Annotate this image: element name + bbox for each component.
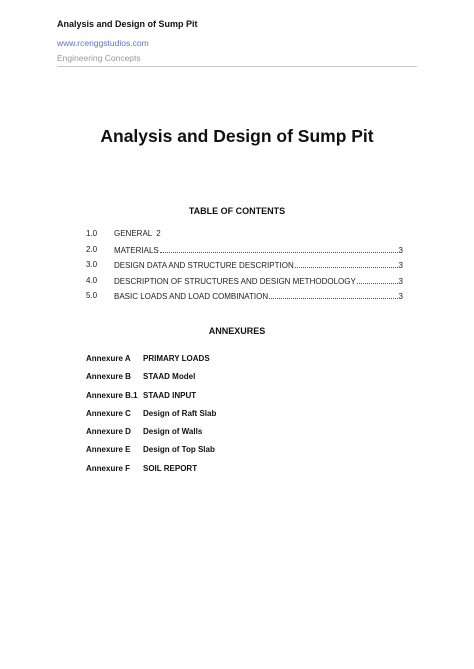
header-doc-title: Analysis and Design of Sump Pit — [57, 19, 198, 29]
annexure-label: Annexure E — [86, 445, 131, 455]
toc-leader-dots — [295, 260, 398, 268]
annexure-e — [86, 445, 336, 463]
toc-entry-title: GENERAL — [114, 229, 153, 238]
toc-entry-title: DESCRIPTION OF STRUCTURES AND DESIGN METHODOLOGY — [114, 276, 356, 286]
company-name: Engineering Concepts — [57, 53, 141, 63]
toc-leader-dots — [357, 276, 398, 284]
toc-entry-page: 3 — [398, 292, 403, 301]
annexure-label: Annexure B.1 — [86, 390, 138, 400]
toc-entry-page: 3 — [398, 276, 403, 286]
toc-entry-number: 4.0 — [86, 275, 98, 285]
annexure-title: Design of Walls — [143, 427, 203, 437]
toc-heading: TABLE OF CONTENTS — [188, 206, 286, 216]
annexure-label: Annexure B — [86, 372, 131, 382]
toc-entry-description[interactable] — [86, 276, 403, 292]
annexure-label: Annexure C — [86, 408, 131, 418]
toc-entry-title: DESIGN DATA AND STRUCTURE DESCRIPTION — [114, 261, 294, 270]
annexure-b1 — [86, 391, 336, 409]
annexures-heading: ANNEXURES — [208, 326, 266, 336]
annexure-title: STAAD INPUT — [143, 390, 197, 400]
toc-entry-page: 3 — [398, 261, 403, 270]
toc-entry-title: MATERIALS — [114, 245, 159, 255]
annexures-list — [86, 354, 336, 482]
annexure-label: Annexure F — [86, 463, 131, 473]
toc-entry-number: 5.0 — [86, 291, 98, 300]
toc-entry-number: 1.0 — [86, 229, 98, 238]
toc-leader-dots — [269, 291, 397, 299]
annexure-a — [86, 354, 336, 372]
toc-entry-title: BASIC LOADS AND LOAD COMBINATION — [114, 292, 269, 301]
website-link[interactable]: www.rcenggstudios.com — [57, 38, 149, 48]
toc-entry-number: 3.0 — [86, 260, 98, 269]
toc-leader-dots — [160, 245, 398, 253]
annexure-label: Annexure D — [86, 427, 131, 437]
annexure-b — [86, 372, 336, 390]
toc-entry-design-data[interactable] — [86, 260, 403, 276]
annexure-label: Annexure A — [86, 354, 131, 363]
toc-entry-number: 2.0 — [86, 244, 98, 254]
annexure-c — [86, 409, 336, 427]
annexure-title: SOIL REPORT — [143, 463, 198, 473]
header-divider — [57, 66, 417, 67]
toc-entry-general[interactable] — [86, 229, 403, 245]
toc-entry-loads[interactable] — [86, 291, 403, 307]
annexure-d — [86, 427, 336, 445]
annexure-title: STAAD Model — [143, 372, 196, 382]
table-of-contents — [86, 229, 403, 307]
page-title: Analysis and Design of Sump Pit — [100, 126, 374, 146]
annexure-title: PRIMARY LOADS — [143, 354, 210, 363]
annexure-title: Design of Raft Slab — [143, 408, 217, 418]
toc-entry-page: 3 — [398, 245, 403, 255]
toc-entry-page: 2 — [156, 229, 161, 238]
annexure-title: Design of Top Slab — [143, 445, 215, 455]
annexure-f — [86, 464, 336, 482]
toc-entry-materials[interactable] — [86, 245, 403, 261]
